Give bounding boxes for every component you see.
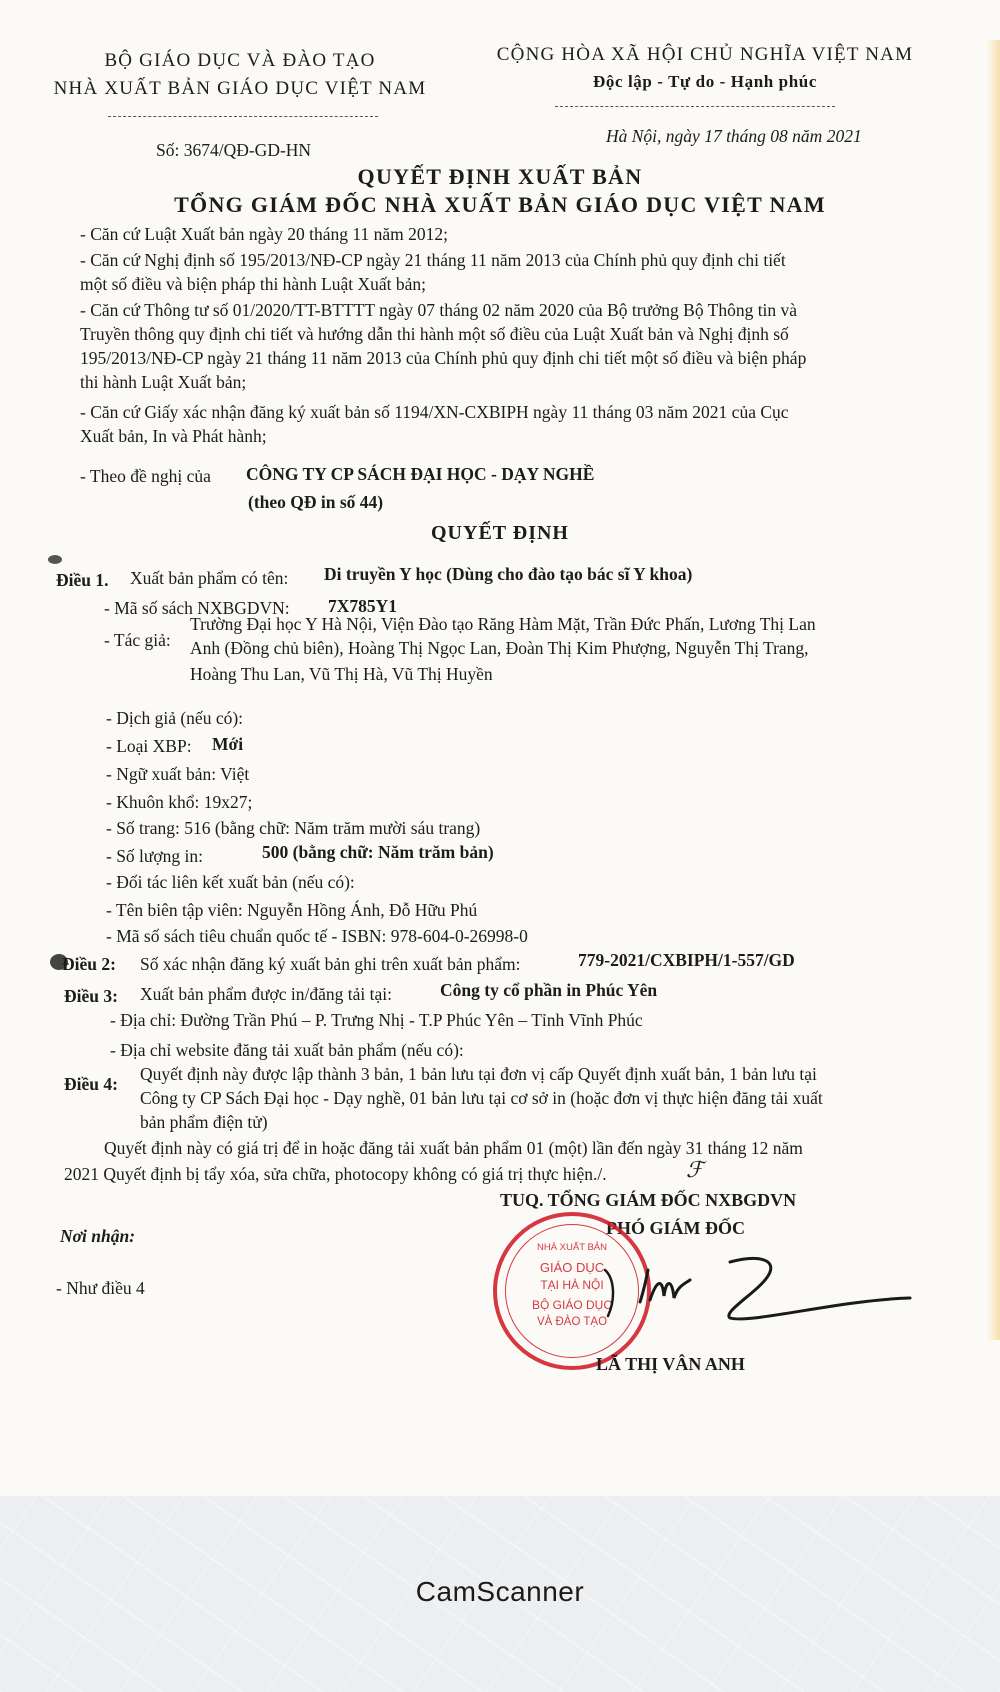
- publisher-name: NHÀ XUẤT BẢN GIÁO DỤC VIỆT NAM: [53, 78, 427, 99]
- pages-line: - Số trang: 516 (bằng chữ: Năm trăm mười sáu trang): [106, 818, 481, 838]
- registration-number: 779-2021/CXBIPH/1-557/GD: [578, 950, 795, 970]
- article-4-line: bản phẩm điện tử): [140, 1112, 268, 1132]
- scanner-footer: [0, 1496, 1000, 1692]
- preamble-line: - Căn cứ Nghị định số 195/2013/NĐ-CP ngày 21 tháng 11 năm 2013 của Chính phủ quy định chi tiết: [80, 250, 786, 270]
- validity-line: Quyết định này có giá trị để in hoặc đăng tải xuất bản phẩm 01 (một) lần đến ngày 31 tháng 12 năm: [104, 1138, 803, 1158]
- scan-mark: [48, 555, 62, 564]
- book-code-label: - Mã số sách NXBGDVN:: [104, 598, 290, 618]
- initial-mark: ℱ: [686, 1158, 704, 1183]
- article-4-label: Điều 4:: [64, 1074, 118, 1094]
- recipients-label: Nơi nhận:: [60, 1226, 136, 1246]
- decision-date: Hà Nội, ngày 17 tháng 08 năm 2021: [606, 126, 862, 146]
- article-1-title-label: Xuất bản phẩm có tên:: [130, 568, 289, 588]
- format-line: - Khuôn khổ: 19x27;: [106, 792, 253, 812]
- book-code: 7X785Y1: [328, 596, 398, 616]
- preamble-line: một số điều và biện pháp thi hành Luật Xuất bản;: [80, 274, 427, 294]
- preamble-line: Xuất bản, In và Phát hành;: [80, 426, 267, 446]
- preamble-line: - Căn cứ Luật Xuất bản ngày 20 tháng 11 năm 2012;: [80, 224, 448, 244]
- country-motto: Độc lập - Tự do - Hạnh phúc: [592, 72, 817, 91]
- seal-text: GIÁO DỤC: [539, 1260, 605, 1275]
- preamble-line: - Căn cứ Giấy xác nhận đăng ký xuất bản số 1194/XN-CXBIPH ngày 11 tháng 03 năm 2021 của Cục: [80, 402, 789, 422]
- translator-line: - Dịch giả (nếu có):: [106, 708, 244, 728]
- preamble-line: - Căn cứ Thông tư số 01/2020/TT-BTTTT ngày 07 tháng 02 năm 2020 của Bộ trưởng Bộ Thông tin và: [80, 300, 798, 320]
- header-left-underline: [108, 116, 378, 118]
- signer-name: LÃ THỊ VÂN ANH: [596, 1354, 745, 1374]
- article-3-text: Xuất bản phẩm được in/đăng tải tại:: [140, 984, 393, 1004]
- validity-line: 2021 Quyết định bị tẩy xóa, sửa chữa, photocopy không có giá trị thực hiện./.: [64, 1164, 607, 1184]
- seal-text: VÀ ĐÀO TẠO: [536, 1316, 608, 1328]
- printer-address: - Địa chỉ: Đường Trần Phú – P. Trưng Nhị - T.P Phúc Yên – Tỉnh Vĩnh Phúc: [110, 1010, 643, 1030]
- isbn-line: - Mã số sách tiêu chuẩn quốc tế - ISBN: 978-604-0-26998-0: [106, 926, 528, 946]
- ministry-name: BỘ GIÁO DỤC VÀ ĐÀO TẠO: [104, 50, 376, 71]
- authors-label: - Tác giả:: [104, 630, 171, 650]
- book-title: Di truyền Y học (Dùng cho đào tạo bác sĩ Y khoa): [324, 564, 693, 584]
- article-2-label: Điều 2:: [62, 954, 116, 974]
- scanner-brand: CamScanner: [415, 1576, 585, 1607]
- authors-line: Anh (Đồng chủ biên), Hoàng Thị Ngọc Lan, Đoàn Thị Kim Phượng, Nguyễn Thị Trang,: [190, 638, 809, 658]
- printer-name: Công ty cổ phần in Phúc Yên: [440, 980, 658, 1000]
- seal-text: NHÀ XUẤT BẢN: [536, 1242, 608, 1253]
- signature-authority: TUQ. TỔNG GIÁM ĐỐC NXBGDVN: [500, 1190, 797, 1210]
- seal-text: TẠI HÀ NỘI: [540, 1278, 604, 1292]
- preamble-line: thi hành Luật Xuất bản;: [80, 372, 247, 392]
- article-1-label: Điều 1.: [56, 570, 109, 590]
- preamble-line: 195/2013/NĐ-CP ngày 21 tháng 11 năm 2013 của Chính phủ quy định chi tiết một số điều và biện pháp: [80, 348, 807, 368]
- recipients-item: - Như điều 4: [56, 1278, 145, 1298]
- website-line: - Địa chỉ website đăng tải xuất bản phẩm (nếu có):: [110, 1040, 464, 1060]
- document-subtitle: TỔNG GIÁM ĐỐC NHÀ XUẤT BẢN GIÁO DỤC VIỆT NAM: [174, 192, 826, 217]
- preamble-line: Truyền thông quy định chi tiết và hướng dẫn thi hành một số điều của Luật Xuất bản và Nghị định số: [80, 324, 789, 344]
- proposing-company: CÔNG TY CP SÁCH ĐẠI HỌC - DẠY NGHỀ: [246, 464, 595, 484]
- editors-line: - Tên biên tập viên: Nguyễn Hồng Ánh, Đỗ Hữu Phú: [106, 900, 478, 920]
- seal-text: BỘ GIÁO DỤC: [531, 1298, 612, 1312]
- print-run: 500 (bằng chữ: Năm trăm bản): [262, 842, 494, 862]
- header-right-underline: [555, 106, 835, 108]
- authors-line: Hoàng Thu Lan, Vũ Thị Hà, Vũ Thị Huyền: [190, 664, 493, 684]
- country-name: CỘNG HÒA XÃ HỘI CHỦ NGHĨA VIỆT NAM: [496, 44, 914, 65]
- authors-line: Trường Đại học Y Hà Nội, Viện Đào tạo Răng Hàm Mặt, Trần Đức Phấn, Lương Thị Lan: [190, 614, 816, 634]
- print-run-label: - Số lượng in:: [106, 846, 204, 866]
- partner-line: - Đối tác liên kết xuất bản (nếu có):: [106, 872, 355, 892]
- article-3-label: Điều 3:: [64, 986, 118, 1006]
- handwritten-signature: [600, 1240, 920, 1350]
- article-4-line: Công ty CP Sách Đại học - Dạy nghề, 01 bản lưu tại cơ sở in (hoặc đơn vị thực hiện đăng tải xuất: [140, 1088, 823, 1108]
- publication-type-label: - Loại XBP:: [106, 736, 192, 756]
- language-line: - Ngữ xuất bản: Việt: [106, 764, 250, 784]
- print-decision-note: (theo QĐ in số 44): [248, 492, 384, 512]
- article-4-line: Quyết định này được lập thành 3 bản, 1 bản lưu tại đơn vị cấp Quyết định xuất bản, 1 bản lưu tại: [140, 1064, 817, 1084]
- decision-heading: QUYẾT ĐỊNH: [431, 522, 569, 544]
- preamble-label: - Theo đề nghị của: [80, 466, 211, 486]
- decision-number: Số: 3674/QĐ-GD-HN: [156, 140, 312, 160]
- article-2-text: Số xác nhận đăng ký xuất bản ghi trên xuất bản phẩm:: [140, 954, 521, 974]
- publication-type: Mới: [212, 734, 244, 754]
- signature-title: PHÓ GIÁM ĐỐC: [606, 1218, 745, 1238]
- document-title: QUYẾT ĐỊNH XUẤT BẢN: [357, 164, 643, 189]
